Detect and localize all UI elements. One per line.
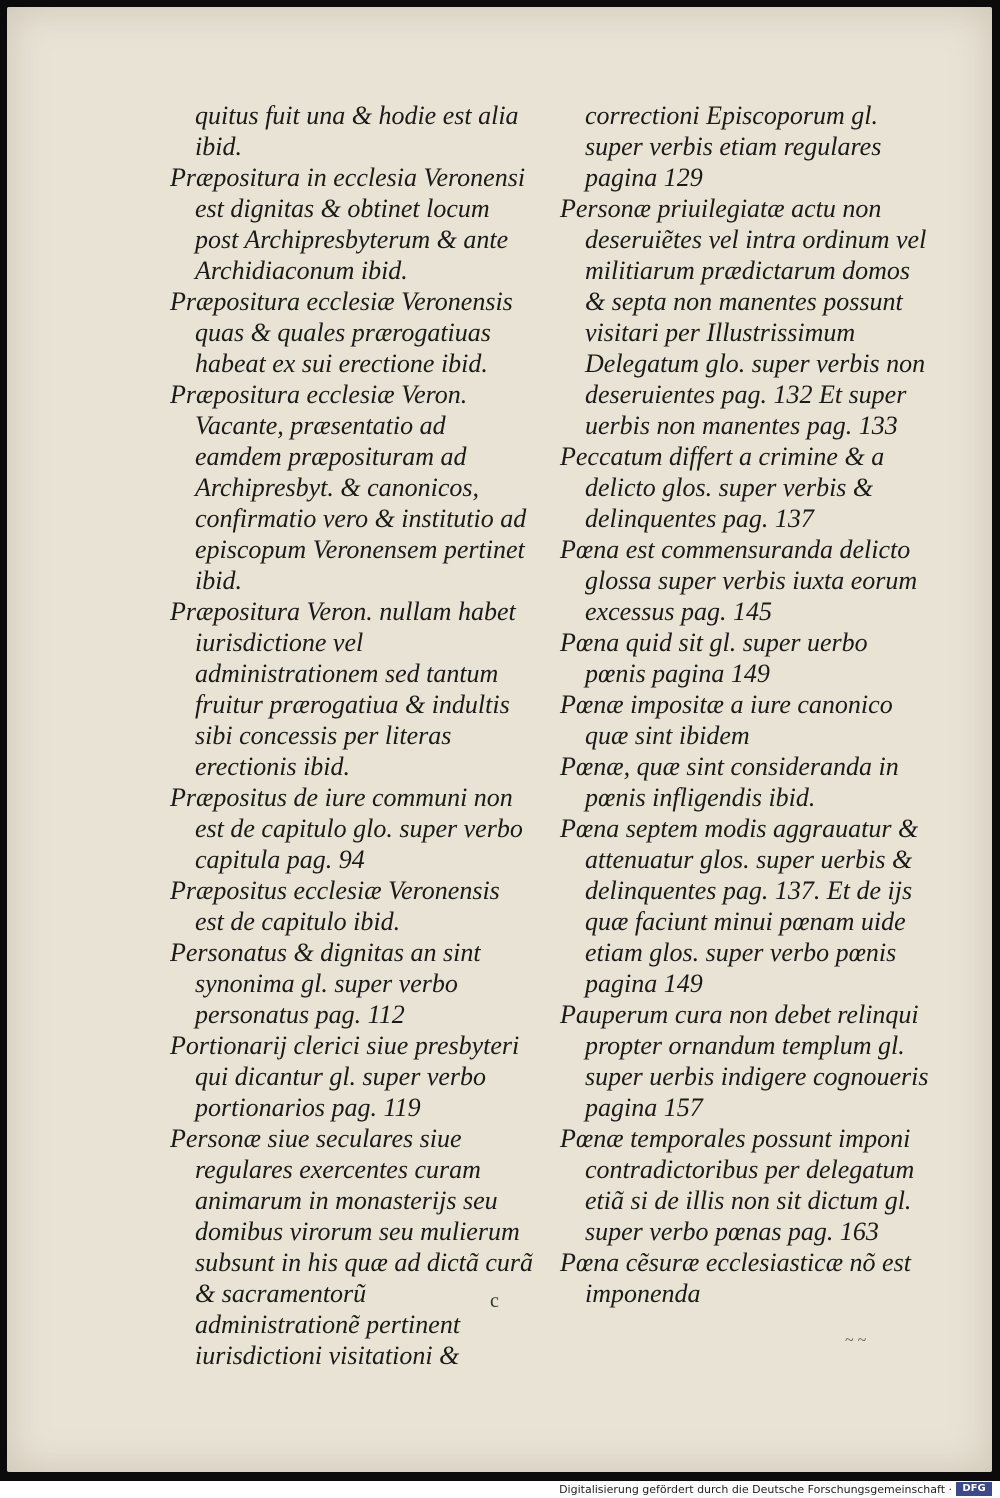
index-entry: correctioni Episcoporum gl. super verbis etiam regulares pagina 129 <box>585 101 882 192</box>
index-entry: Præpositura Veron. nullam habet iurisdictione vel administrationem sed tantum fruitur prærogatiua & indultis sibi concessis per literas erectionis ibid. <box>170 597 516 781</box>
dfg-logo: DFG <box>956 1482 992 1496</box>
index-entry: Portionarij clerici siue presbyteri qui dicantur gl. super verbo portionarios pag. 119 <box>170 1031 520 1122</box>
index-entry: Præpositura ecclesiæ Veron. Vacante, præsentatio ad eamdem præposituram ad Archipresbyt. & canonicos, confirmatio vero & institutio ad episcopum Veronensem pertinet ibid. <box>170 380 527 595</box>
index-entry: Pœnæ temporales possunt imponi contradictoribus per delegatum etiã si de illis non sit dictum gl. super verbo pœnas pag. 163 <box>560 1124 915 1246</box>
index-left-column <box>170 100 535 1371</box>
index-entry: Pœnæ, quæ sint consideranda in pœnis infligendis ibid. <box>560 752 899 812</box>
index-entry: Personæ priuilegiatæ actu non deseruiẽtes vel intra ordinum vel militiarum prædictarum domos & septa non manentes possunt visitari per Illustrissimum Delegatum glo. super verbis non deseruientes pag. 132 Et super uerbis non manentes pag. 133 <box>560 194 927 440</box>
index-entry: Personatus & dignitas an sint synonima gl. super verbo personatus pag. 112 <box>170 938 481 1029</box>
index-entry: Præpositura ecclesiæ Veronensis quas & quales prærogatiuas habeat ex sui erectione ibid. <box>170 287 513 378</box>
index-entry: Pœna septem modis aggrauatur & attenuatur glos. super uerbis & delinquentes pag. 137. Et de ijs quæ faciunt minui pœnam uide etiam glos. super verbo pœnis pagina 149 <box>560 814 919 998</box>
index-entry: Pœna cẽsuræ ecclesiasticæ nõ est imponenda <box>560 1248 911 1308</box>
index-entry: Præpositus ecclesiæ Veronensis est de capitulo ibid. <box>170 876 500 936</box>
index-entry: Pauperum cura non debet relinqui propter ornandum templum gl. super uerbis indigere cognoueris pagina 157 <box>560 1000 929 1122</box>
signature-mark: c <box>490 1290 499 1312</box>
ink-smudge: ~ ~ <box>845 1332 867 1349</box>
funding-credit: Digitalisierung gefördert durch die Deutsche Forschungsgemeinschaft · <box>559 1483 952 1496</box>
index-entry: Pœna est commensuranda delicto glossa super verbis iuxta eorum excessus pag. 145 <box>560 535 918 626</box>
index-entry: Pœna quid sit gl. super uerbo pœnis pagina 149 <box>560 628 868 688</box>
index-entry: quitus fuit una & hodie est alia ibid. <box>195 101 519 161</box>
index-entry: Pœnæ impositæ a iure canonico quæ sint ibidem <box>560 690 893 750</box>
index-right-column <box>560 100 930 1309</box>
footer-bar <box>0 1481 1000 1498</box>
index-entry: Peccatum differt a crimine & a delicto glos. super verbis & delinquentes pag. 137 <box>560 442 885 533</box>
index-entry: Præpositura in ecclesia Veronensi est dignitas & obtinet locum post Archipresbyterum & ante Archidiaconum ibid. <box>170 163 526 285</box>
index-entry: Præpositus de iure communi non est de capitulo glo. super verbo capitula pag. 94 <box>170 783 523 874</box>
index-entry: Personæ siue seculares siue regulares exercentes curam animarum in monasterijs seu domibus virorum seu mulierum subsunt in his quæ ad dictã curã & sacramentorũ administrationẽ pertinent iurisdictioni visitationi & <box>170 1124 534 1370</box>
